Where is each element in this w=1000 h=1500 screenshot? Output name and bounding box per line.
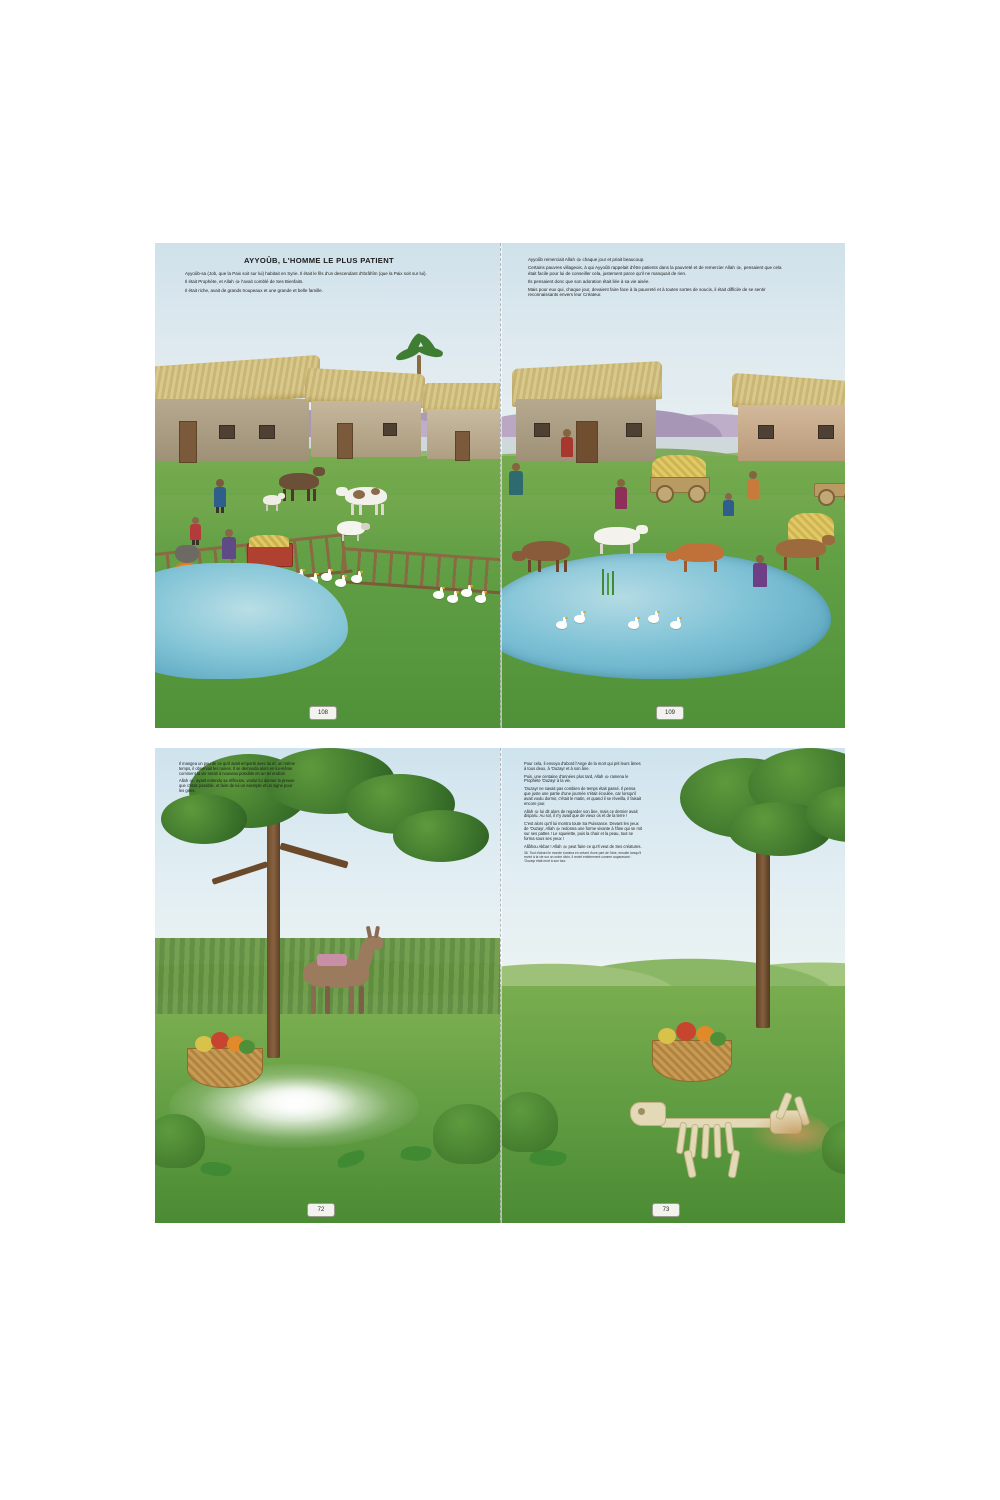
skeleton-rib — [701, 1124, 710, 1159]
spread-gutter — [500, 748, 502, 1223]
shrub — [433, 1104, 500, 1164]
cow-drinking — [522, 539, 578, 573]
page-number: 108 — [309, 706, 337, 720]
house-window — [259, 425, 275, 439]
donkey-skeleton — [630, 1092, 840, 1178]
villager-child — [189, 517, 202, 545]
skeleton-rib — [713, 1124, 721, 1158]
house-door — [455, 431, 470, 461]
house-wall — [311, 401, 421, 457]
goose — [556, 621, 567, 629]
goose — [461, 589, 472, 597]
house-door — [337, 423, 353, 459]
cooking-pot — [175, 545, 199, 563]
fruit-basket — [652, 1040, 732, 1082]
villager-woman — [221, 529, 237, 561]
fruit — [710, 1032, 726, 1046]
footnote: 36. Tout d'abord le monde s'anima en créant d'une part de l'âne, ensuite lorsqu'il revint à la vie sur un ordre divin, il revint entièrement comme auparavant : 'Ouzayr était mort à son tour. — [524, 851, 642, 864]
house-door — [576, 421, 598, 463]
house-window — [219, 425, 235, 439]
spread-top-left-page — [155, 243, 500, 728]
donkey — [303, 940, 389, 1016]
villager-child — [722, 493, 735, 519]
goose — [447, 595, 458, 603]
spread-top-right-page — [500, 243, 845, 728]
spread-bottom-left-page — [155, 748, 500, 1223]
horse — [279, 469, 323, 499]
page-number: 73 — [652, 1203, 680, 1217]
goose — [648, 615, 659, 623]
villager — [560, 429, 574, 459]
house-window — [534, 423, 550, 437]
page-number: 72 — [307, 1203, 335, 1217]
left-text-block: AYYOÛB, L'HOMME LE PLUS PATIENT Ayyoûb-sa (Job, que la Paix soit sur lui) habitait en Syrie. Il était le fils d'un descendant d'Ibrâhîm (que la Paix soit sur lui). Il était Prophète, et Allah ﷻ l'avait comblé de Ses Bienfaits. Il était riche, avait de grands troupeaux et une grande et belle famille. — [185, 257, 453, 296]
reeds — [600, 569, 618, 595]
fruit — [239, 1040, 255, 1054]
page-number: 109 — [656, 706, 684, 720]
goose — [670, 621, 681, 629]
fruit — [658, 1028, 676, 1044]
spread-bottom-right-page — [500, 748, 845, 1223]
villager — [752, 555, 768, 589]
sheep — [337, 519, 371, 541]
house-window — [383, 423, 397, 436]
villager — [213, 479, 227, 513]
book-spread-top — [155, 243, 845, 728]
goat — [263, 493, 285, 511]
right-text-block: Ayyoûb remerciait Allah ﷻ chaque jour et priait beaucoup. Certains pauvres villageois, à qui Ayyoûb rappelait d'être patients dans la pauvreté et de remercier Allah ﷻ, pensaient que cela était facile pour lui de conseiller cela, justement parce qu'il ne manquait de rien. Ils pensaient donc que son adoration était liée à sa vie aisée. Mais pour eux qui, chaque jour, devaient faire face à la pauvreté et à toutes sortes de soucis, il était difficile de se sentir reconnaissants envers leur Créateur. — [528, 257, 782, 298]
cart-wheel — [818, 489, 835, 506]
fruit — [211, 1032, 229, 1049]
horse-drinking — [776, 535, 834, 571]
tree-trunk — [267, 808, 280, 1058]
tree-trunk — [756, 844, 770, 1028]
villager — [746, 471, 760, 501]
right-text-block: Pour cela, il envoya d'abord l'Ange de la mort qui prit leurs âmes à tous deux, à 'Ouzayr et à son âne. Puis, une centaine d'années plus tard, Allah ﷻ ramena le Prophète 'Ouzayr à la vie. 'Ouzayr ne savait pas combien de temps était passé. Il pensa que juste une partie d'une journée s'était écoulée, car lorsqu'il avait voulu dormir, c'était le matin, et quand il se réveilla, il faisait encore jour. Allah ﷻ lui dit alors de regarder son âne, mais ce dernier avait disparu. Au sol, il n'y avait que de vieux os et de la terre ! C'est alors qu'Il lui montra toute Sa Puissance. Devant les yeux de 'Ouzayr, Allah ﷻ redonna une forme vivante à l'âne qui se mit sur ses pattes ! Le squelette, puis la chair et la peau, tout se forma sous ses yeux ! Allâhou Akbar ! Allah ﷻ peut faire ce qu'Il veut de Ses créatures. 36. Tout d'abord le monde s'anima en créant d'une part de l'âne, ensuite lorsqu'il revint à la vie sur un ordre divin, il revint entièrement comme auparavant : 'Ouzayr était mort à son tour. — [524, 761, 642, 864]
hills — [500, 891, 845, 996]
left-text-block: Il mangea un peu de ce qu'il avait emporté avec lui et, un même temps, il observait les ruines. Il se demanda alors en lui-même comment la vie serait à nouveau possible en un tel endroit. Allah ﷻ, ayant entendu sa réflexion, voulut lui donner la preuve que c'était possible, et faire de lui un exemple et un signe pour les gens. — [179, 761, 295, 794]
villager — [614, 479, 628, 511]
book-spread-bottom — [155, 748, 845, 1223]
goose — [475, 595, 486, 603]
donkey-saddle-blanket — [317, 954, 347, 966]
trough-hay — [249, 535, 289, 547]
goose — [433, 591, 444, 599]
house-door — [179, 421, 197, 463]
shrub — [500, 1092, 558, 1152]
goose — [351, 575, 362, 583]
cow-brown — [676, 541, 732, 573]
cart-wheel — [656, 485, 674, 503]
villager-woman — [508, 463, 524, 497]
cow — [345, 483, 393, 515]
cow-white — [594, 525, 646, 555]
reforming-flesh — [750, 1112, 830, 1156]
cart-wheel — [688, 485, 706, 503]
fruit — [676, 1022, 696, 1041]
goose — [574, 615, 585, 623]
spread-gutter — [500, 243, 502, 728]
house-window — [626, 423, 642, 437]
tree-canopy — [161, 794, 247, 844]
goose — [335, 579, 346, 587]
skeleton-skull — [630, 1102, 666, 1126]
goose — [321, 573, 332, 581]
fruit-basket — [187, 1048, 263, 1088]
chapter-title: AYYOÛB, L'HOMME LE PLUS PATIENT — [243, 256, 395, 265]
light-flare-core — [237, 1078, 357, 1122]
house-window — [818, 425, 834, 439]
goose — [628, 621, 639, 629]
tree-canopy — [393, 810, 489, 862]
house-window — [758, 425, 774, 439]
